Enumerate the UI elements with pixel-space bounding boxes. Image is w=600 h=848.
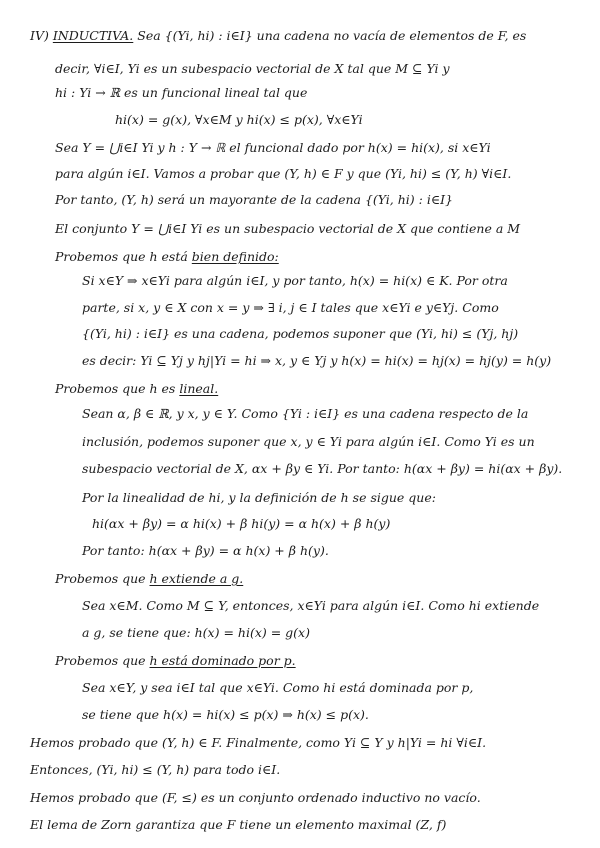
subsection-title: h extiende a g. [149,571,244,586]
text-line: a g, se tiene que: h(x) = hi(x) = g(x) [82,625,310,640]
text-line: Por la linealidad de hi, y la definición de h se sigue que: [82,490,436,505]
subsection-title: lineal. [179,381,219,396]
text-line: Hemos probado que (Y, h) ∈ F. Finalmente, como Yi ⊆ Y y h|Yi = hi ∀i∈I. [30,735,487,750]
subsection-title: h está dominado por p. [149,653,296,668]
text-line: Sea x∈Y, y sea i∈I tal que x∈Yi. Como hi está dominada por p, [82,680,474,695]
text-line: hi : Yi → ℝ es un funcional lineal tal que [55,85,308,100]
text-line: inclusión, podemos suponer que x, y ∈ Yi para algún i∈I. Como Yi es un [82,434,535,449]
subsection-prefix: Probemos que h está [55,249,188,264]
formula-line: hi(αx + βy) = α hi(x) + β hi(y) = α h(x) + β h(y) [92,516,391,531]
text-line: Si x∈Y ⇒ x∈Yi para algún i∈I, y por tanto, h(x) = hi(x) ∈ K. Por otra [82,273,508,288]
text-line: Sean α, β ∈ ℝ, y x, y ∈ Y. Como {Yi : i∈I} es una cadena respecto de la [82,406,529,421]
subsection-heading-linear [55,381,218,397]
heading-line [30,28,526,44]
text-line: El conjunto Y = ⋃i∈I Yi es un subespacio vectorial de X que contiene a M [55,221,521,236]
subsection-prefix: Probemos que [55,653,146,668]
text-line: decir, ∀i∈I, Yi es un subespacio vectorial de X tal que M ⊆ Yi y [55,61,450,76]
text-line: El lema de Zorn garantiza que F tiene un elemento maximal (Z, f) [30,817,447,832]
subsection-heading-well-defined [55,249,279,265]
text-line: Sea Y = ⋃i∈I Yi y h : Y → ℝ el funcional dado por h(x) = hi(x), si x∈Yi [55,140,491,155]
subsection-prefix: Probemos que h es [55,381,176,396]
text-line: {(Yi, hi) : i∈I} es una cadena, podemos suponer que (Yi, hi) ≤ (Yj, hj) [82,326,519,341]
text-line: Entonces, (Yi, hi) ≤ (Y, h) para todo i∈I. [30,762,281,777]
text-line: Por tanto: h(αx + βy) = α h(x) + β h(y). [82,543,329,558]
section-title: INDUCTIVA. [52,28,134,43]
subsection-heading-extends [55,571,243,587]
text-line: subespacio vectorial de X, αx + βy ∈ Yi. Por tanto: h(αx + βy) = hi(αx + βy). [82,461,563,476]
text-line: Por tanto, (Y, h) será un mayorante de la cadena {(Yi, hi) : i∈I} [55,192,453,207]
text-line: Sea x∈M. Como M ⊆ Y, entonces, x∈Yi para algún i∈I. Como hi extiende [82,598,540,613]
text-line: para algún i∈I. Vamos a probar que (Y, h) ∈ F y que (Yi, hi) ≤ (Y, h) ∀i∈I. [55,166,512,181]
subsection-prefix: Probemos que [55,571,146,586]
subsection-title: bien definido: [191,249,279,264]
text-line: se tiene que h(x) = hi(x) ≤ p(x) ⇒ h(x) ≤ p(x). [82,707,369,722]
text-line: parte, si x, y ∈ X con x = y ⇒ ∃ i, j ∈ I tales que x∈Yi e y∈Yj. Como [82,300,499,315]
section-number: IV) [30,28,49,43]
subsection-heading-dominated [55,653,296,669]
text-line: Hemos probado que (F, ≤) es un conjunto ordenado inductivo no vacío. [30,790,481,805]
heading-text: Sea {(Yi, hi) : i∈I} una cadena no vacía de elementos de F, es [137,28,527,43]
text-line: es decir: Yi ⊆ Yj y hj|Yi = hi ⇒ x, y ∈ Yj y h(x) = hi(x) = hj(x) = hj(y) = h(y) [82,353,552,368]
formula-line: hi(x) = g(x), ∀x∈M y hi(x) ≤ p(x), ∀x∈Yi [115,112,363,127]
